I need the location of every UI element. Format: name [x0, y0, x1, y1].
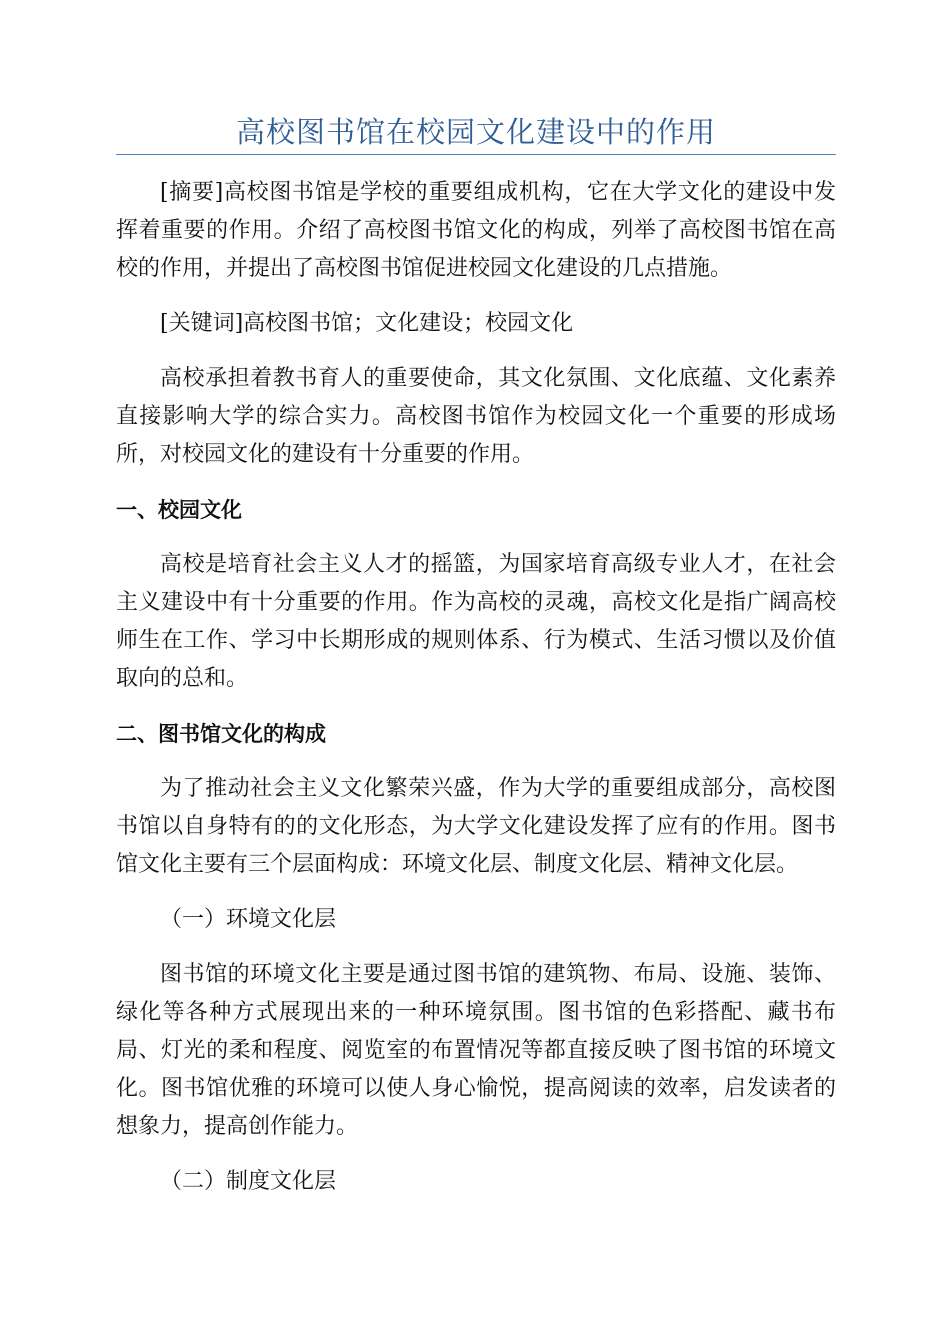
keywords-paragraph: [关键词]高校图书馆；文化建设；校园文化	[160, 311, 574, 336]
title-underline-rule	[116, 154, 836, 155]
document-title: 高校图书馆在校园文化建设中的作用	[235, 115, 716, 149]
subsection-1-heading: （一）环境文化层	[160, 907, 337, 932]
subsection-2-heading: （二）制度文化层	[160, 1169, 337, 1194]
subsection-1-paragraph: 图书馆的环境文化主要是通过图书馆的建筑物、布局、设施、装饰、绿化等各种方式展现出来的一种环境氛围。图书馆的色彩搭配、藏书布局、灯光的柔和程度、阅览室的布置情况等都直接反映了图书馆的环境文化。图书馆优雅的环境可以使人身心愉悦，提高阅读的效率，启发读者的想象力，提高创作能力。	[116, 962, 836, 1139]
section-2-paragraph: 为了推动社会主义文化繁荣兴盛，作为大学的重要组成部分，高校图书馆以自身特有的的文化形态，为大学文化建设发挥了应有的作用。图书馆文化主要有三个层面构成：环境文化层、制度文化层、精神文化层。	[116, 776, 836, 877]
document-body	[116, 174, 836, 1201]
section-1-heading: 一、校园文化	[116, 498, 242, 522]
intro-paragraph: 高校承担着教书育人的重要使命，其文化氛围、文化底蕴、文化素养直接影响大学的综合实力。高校图书馆作为校园文化一个重要的形成场所，对校园文化的建设有十分重要的作用。	[116, 366, 836, 467]
section-1-paragraph: 高校是培育社会主义人才的摇篮，为国家培育高级专业人才，在社会主义建设中有十分重要的作用。作为高校的灵魂，高校文化是指广阔高校师生在工作、学习中长期形成的规则体系、行为模式、生活习惯以及价值取向的总和。	[116, 552, 836, 691]
abstract-paragraph: [摘要]高校图书馆是学校的重要组成机构，它在大学文化的建设中发挥着重要的作用。介绍了高校图书馆文化的构成，列举了高校图书馆在高校的作用，并提出了高校图书馆促进校园文化建设的几点措施。	[116, 180, 836, 281]
section-2-heading: 二、图书馆文化的构成	[116, 722, 326, 746]
